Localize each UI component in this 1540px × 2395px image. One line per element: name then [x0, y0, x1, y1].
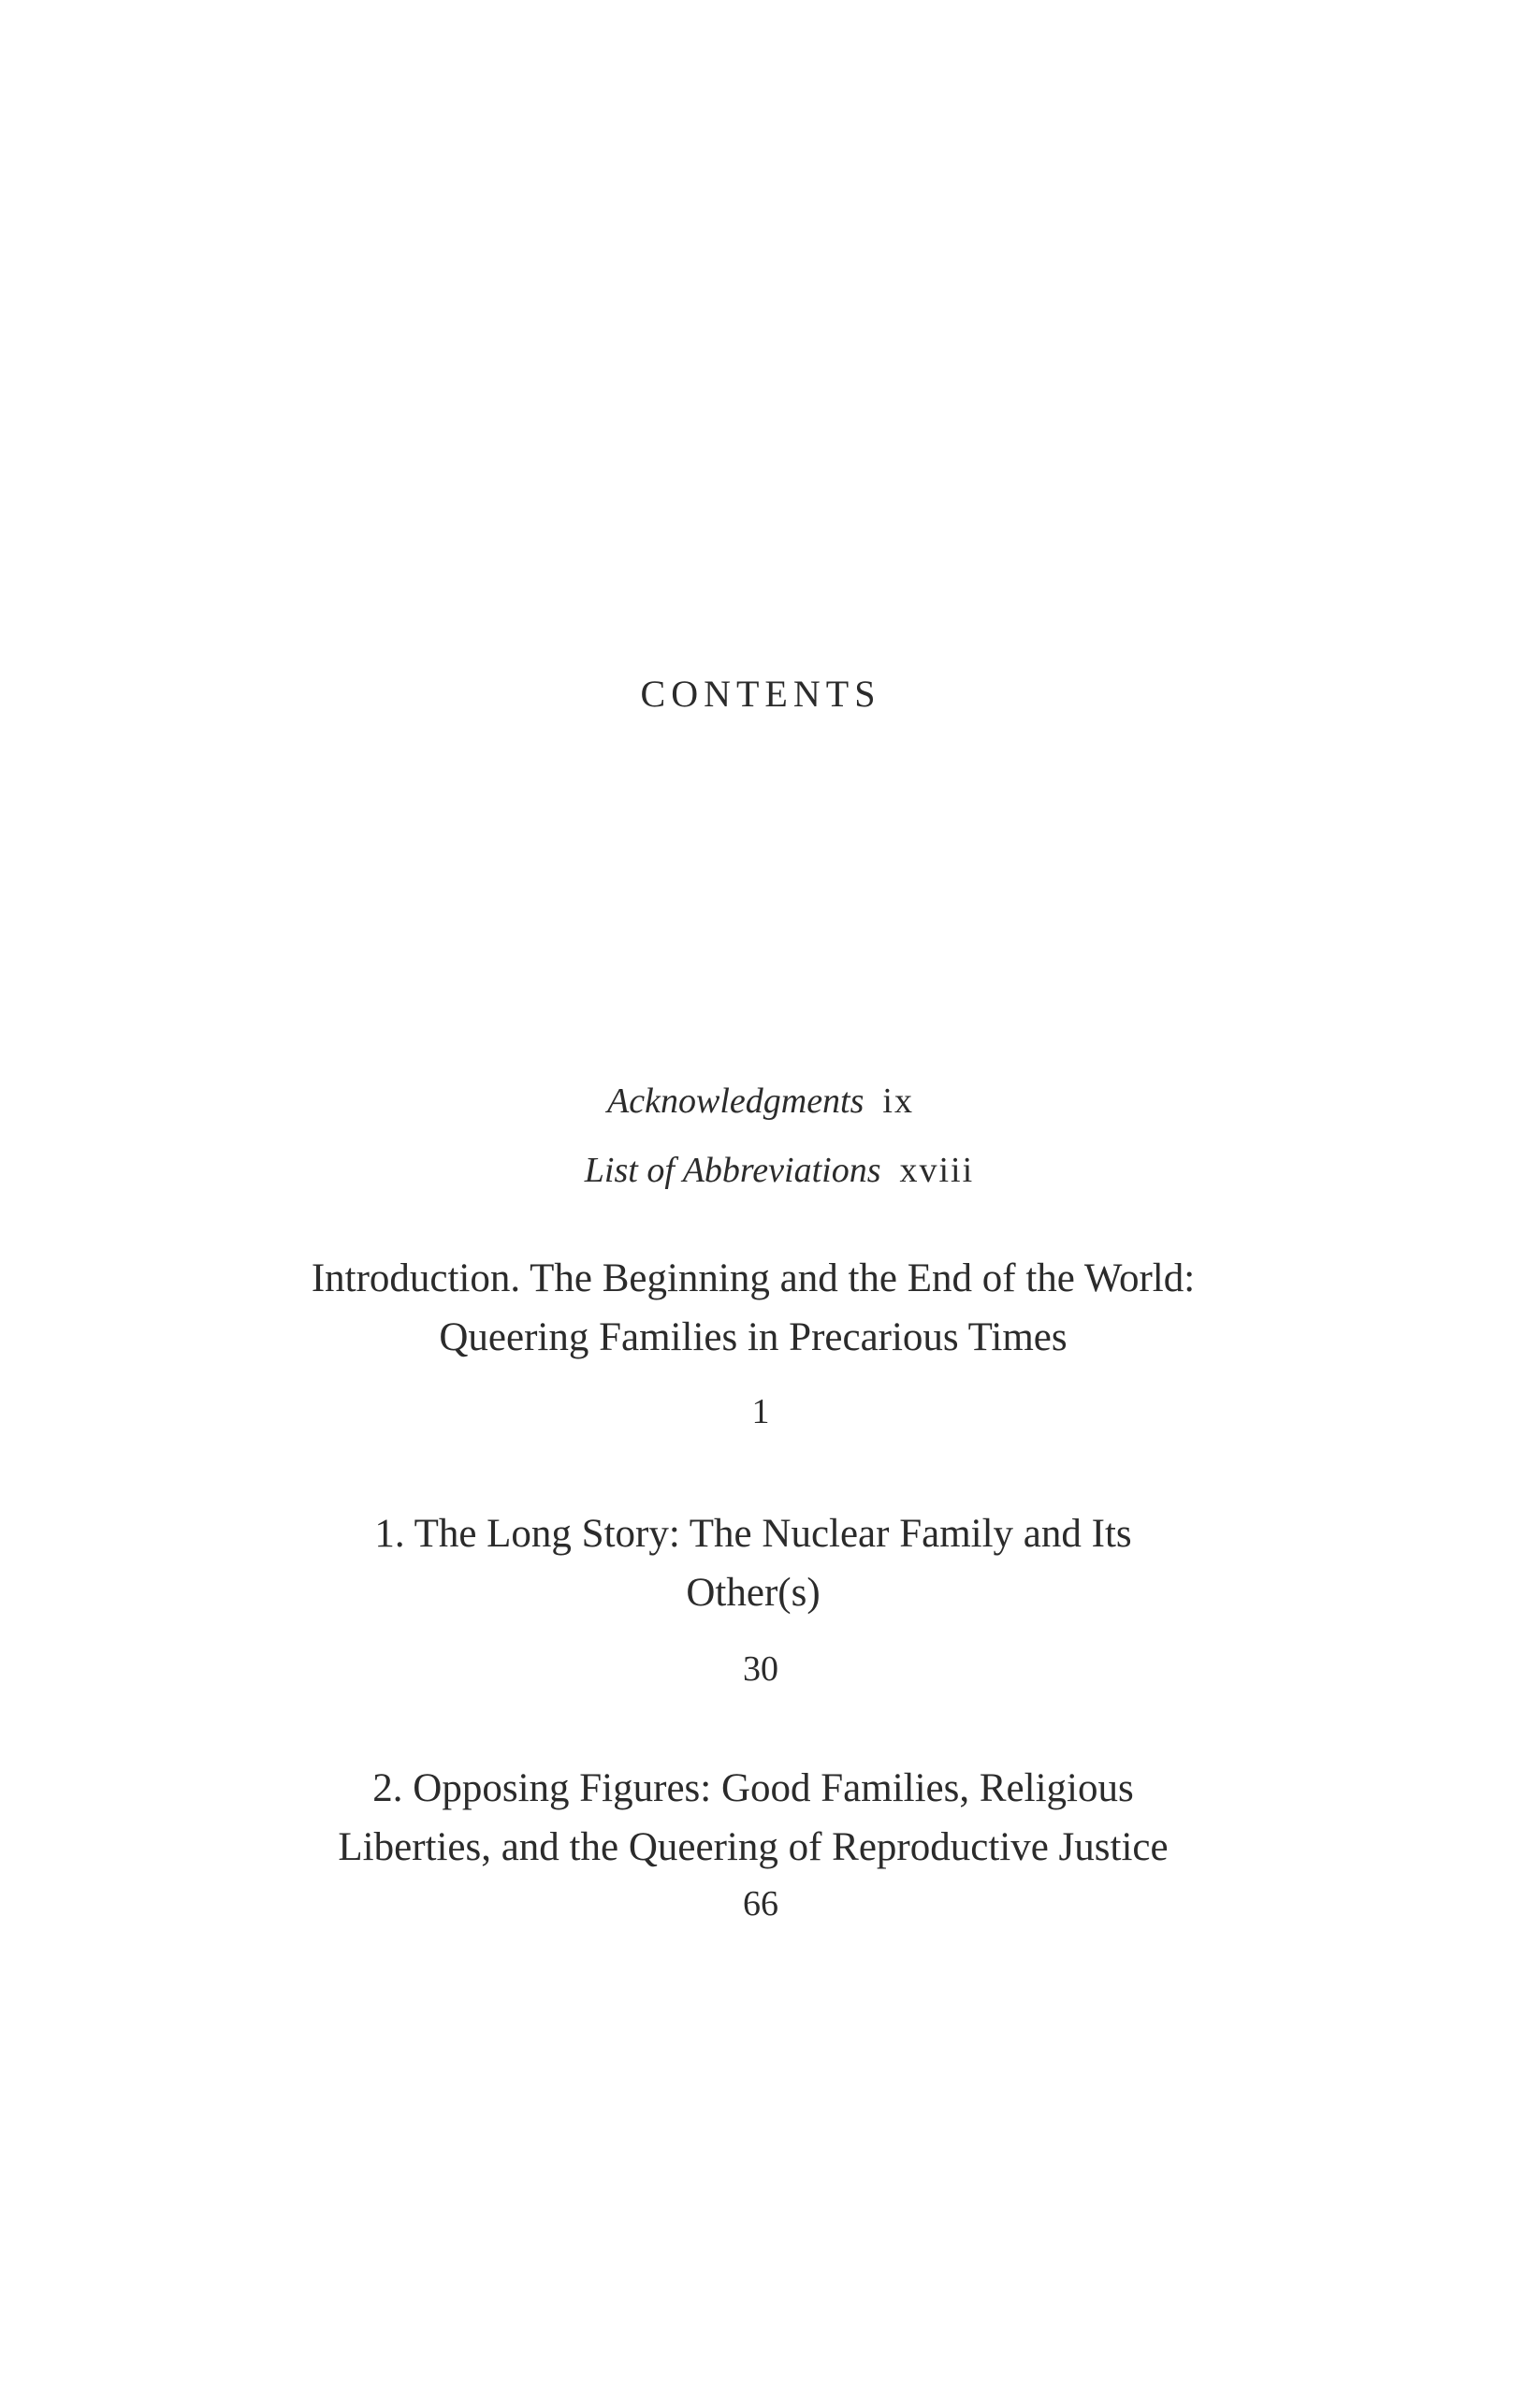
toc-entry-title-line: Queering Families in Precarious Times: [439, 1315, 1068, 1359]
front-matter-title: List of Abbreviations: [584, 1151, 881, 1190]
toc-entry-title-line: Other(s): [686, 1571, 821, 1615]
front-matter-abbreviations: [19, 1153, 1540, 1188]
toc-entry-title-line: Introduction. The Beginning and the End of the World:: [311, 1256, 1196, 1300]
front-matter-page-number: ix: [882, 1081, 914, 1121]
toc-entry-title-line: Liberties, and the Queering of Reproductive Justice: [338, 1825, 1169, 1869]
toc-entry-page-number: 66: [743, 1884, 778, 1923]
toc-entry-chapter-2: [187, 1759, 1319, 1877]
front-matter-title: Acknowledgments: [607, 1081, 864, 1121]
front-matter-acknowledgments: [0, 1083, 1521, 1119]
toc-entry-page-number: 1: [751, 1392, 770, 1431]
toc-entry-title-line: 2. Opposing Figures: Good Families, Religious: [372, 1766, 1134, 1810]
front-matter-page-number: xviii: [899, 1151, 975, 1190]
toc-entry-title-line: 1. The Long Story: The Nuclear Family and Its: [374, 1512, 1132, 1556]
contents-heading: CONTENTS: [640, 673, 881, 715]
toc-entry-page-number: 30: [743, 1649, 778, 1689]
toc-entry-introduction: [187, 1249, 1319, 1367]
toc-entry-chapter-1: [299, 1504, 1207, 1622]
